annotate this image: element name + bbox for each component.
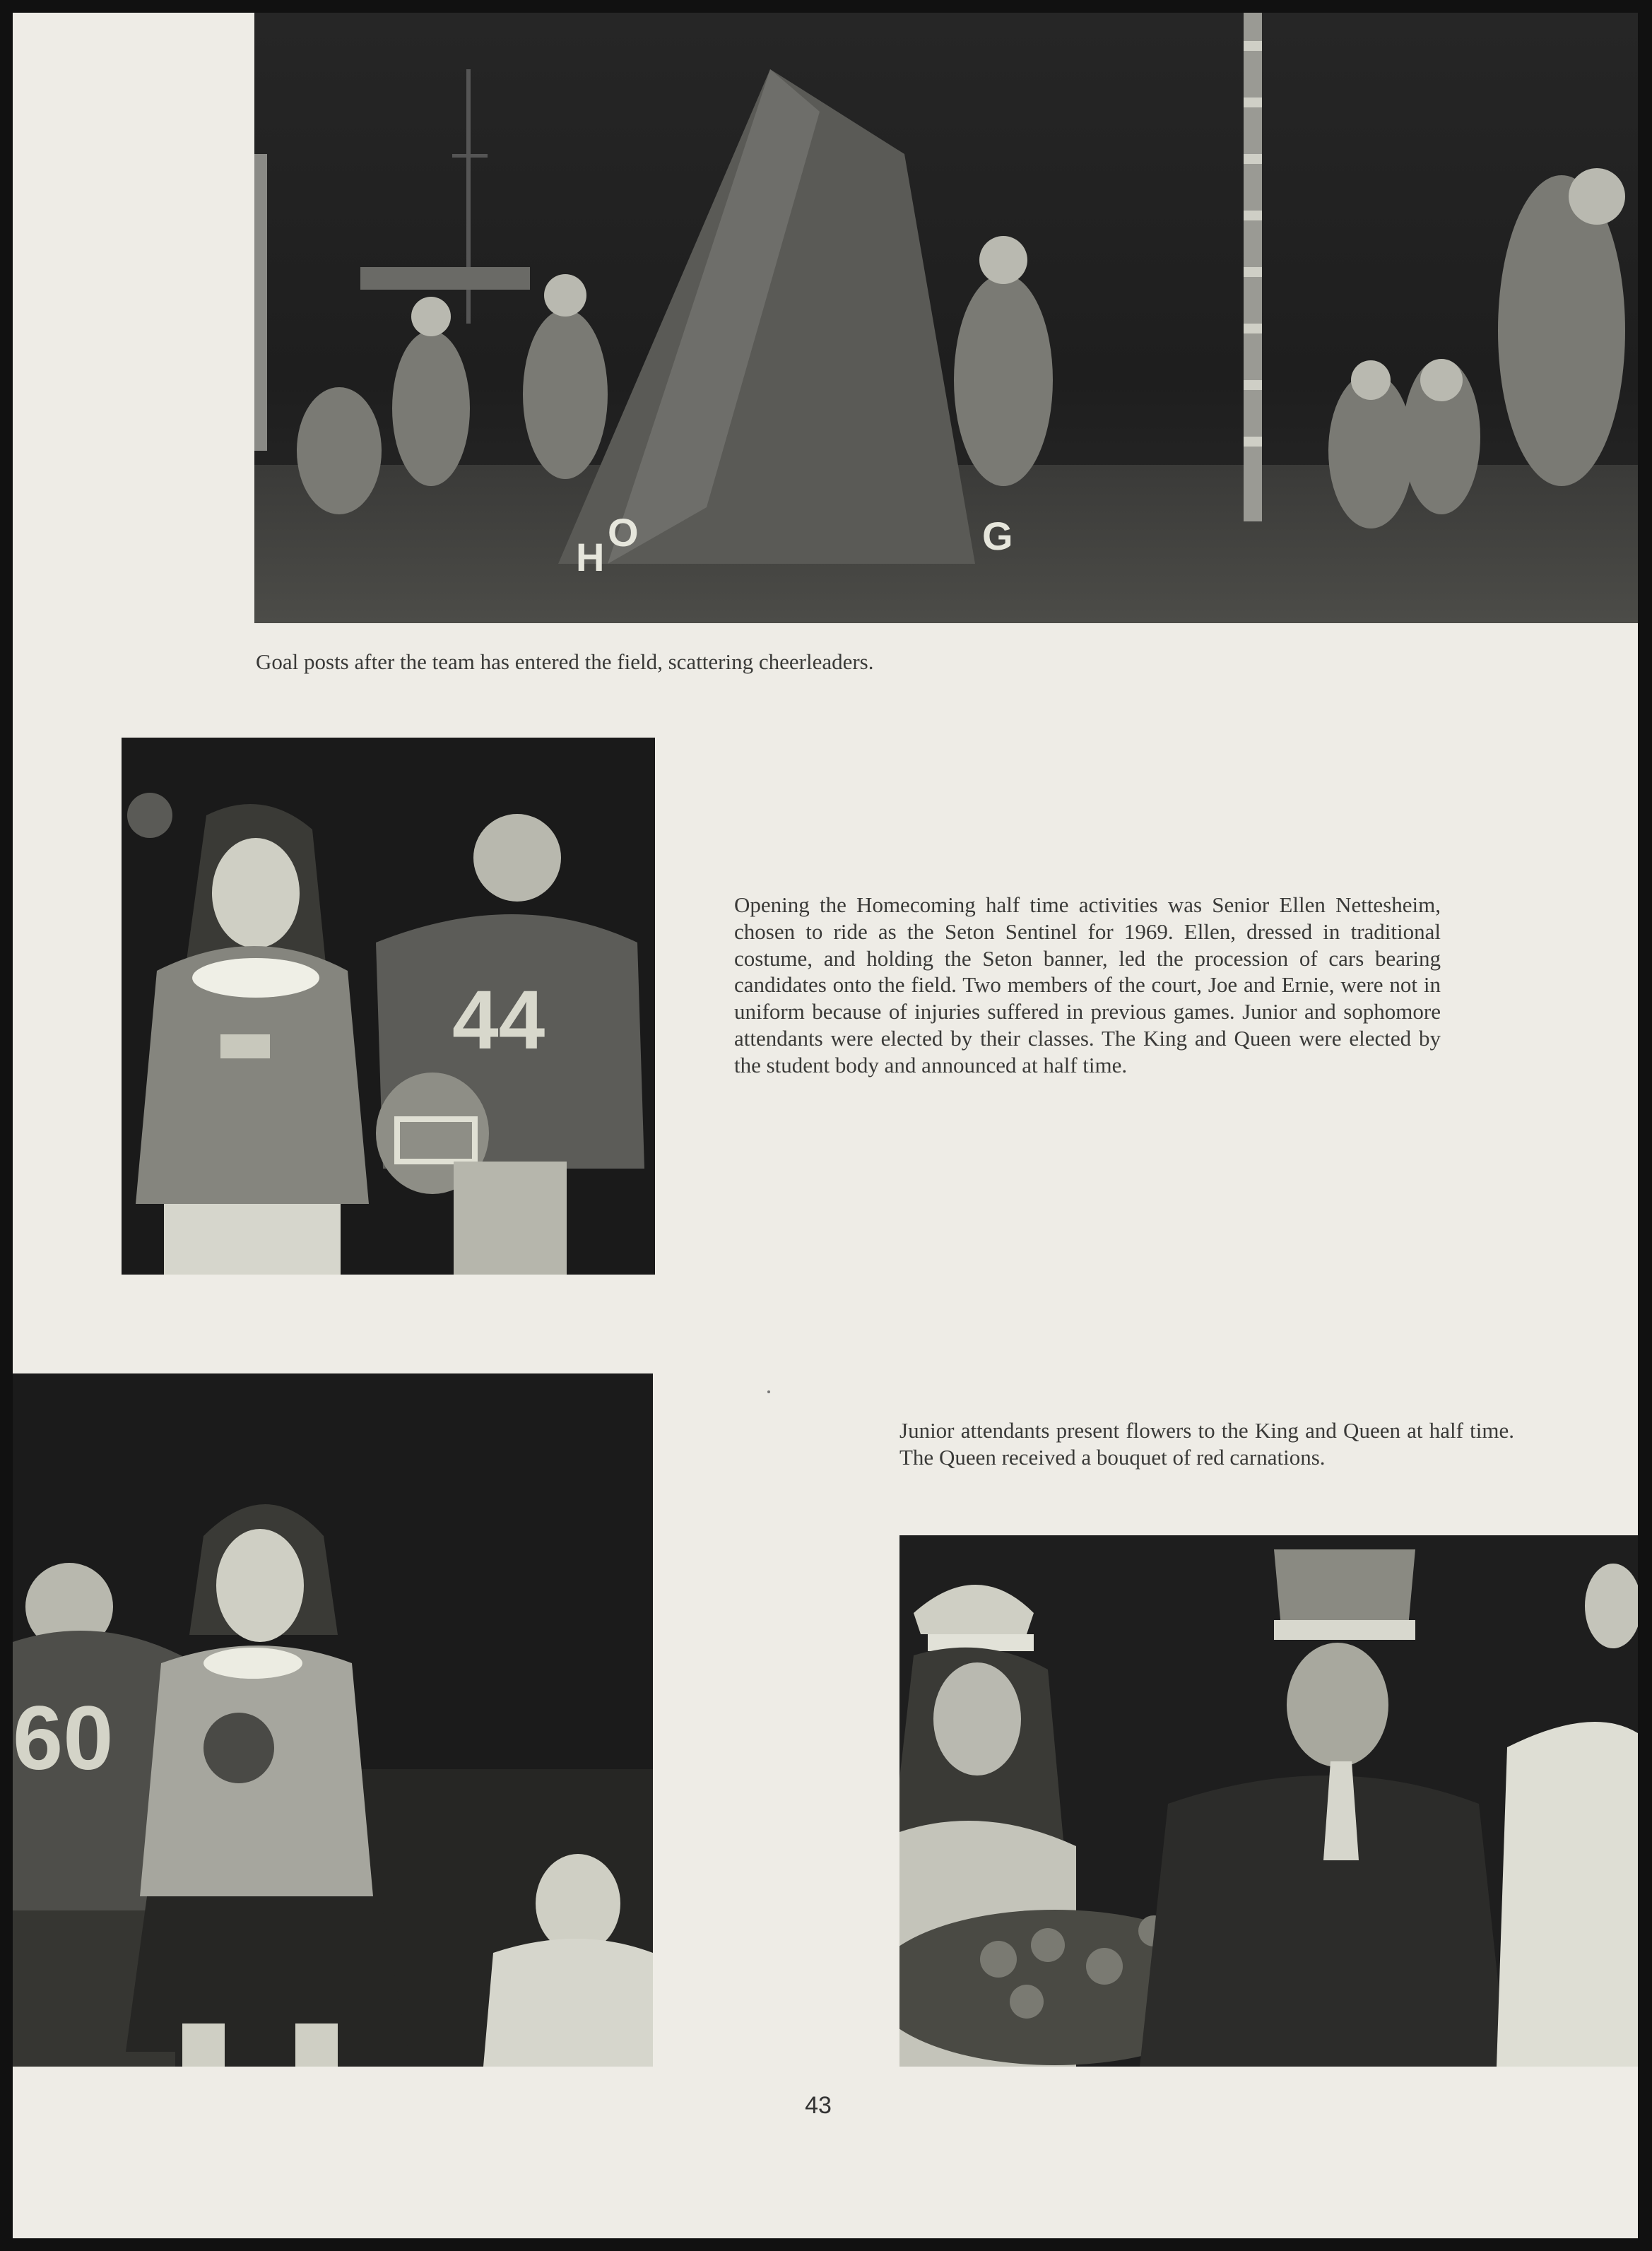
stray-mark (767, 1390, 770, 1393)
photo-goal-posts-cheerleaders (254, 13, 1638, 623)
photo-goal-posts-graphic (254, 13, 1638, 623)
page-number: 43 (805, 2092, 832, 2119)
caption-homecoming-activities (734, 892, 1441, 1079)
photo-sentinel-and-player (122, 738, 655, 1275)
player-jersey-number-44: 44 (452, 974, 545, 1067)
caption-goal-posts (256, 649, 1245, 675)
sign-letter-h: H (576, 535, 605, 579)
photo-player-and-cheerleader (13, 1373, 653, 2067)
caption-junior-attendants-text: Junior attendants present flowers to the King and Queen at half time. The Queen received a bouquet of red carnations. (899, 1418, 1514, 1470)
photo-king-queen-graphic (899, 1535, 1638, 2067)
photo-player-cheerleader-graphic (13, 1373, 653, 2067)
caption-homecoming-activities-text: Opening the Homecoming half time activities was Senior Ellen Nettesheim, chosen to ride as the Seton Sentinel for 1969. Ellen, dressed in traditional costume, and holding the Seton banner, led the procession of cars bearing candidates onto the field. Two members of the court, Joe and Ernie, were not in uniform because of injuries suffered in previous games. Junior and sophomore attendants were elected by their classes. The King and Queen were elected by the student body and announced at half time. (734, 892, 1441, 1077)
sign-letter-o: O (608, 510, 639, 555)
yearbook-page (13, 13, 1638, 2238)
caption-goal-posts-text: Goal posts after the team has entered the field, scattering cheerleaders. (256, 649, 874, 674)
player-jersey-number-60: 60 (13, 1688, 114, 1789)
photo-king-and-queen (899, 1535, 1638, 2067)
photo-sentinel-graphic (122, 738, 655, 1275)
sign-letter-g: G (982, 514, 1013, 558)
caption-junior-attendants (899, 1417, 1514, 1471)
